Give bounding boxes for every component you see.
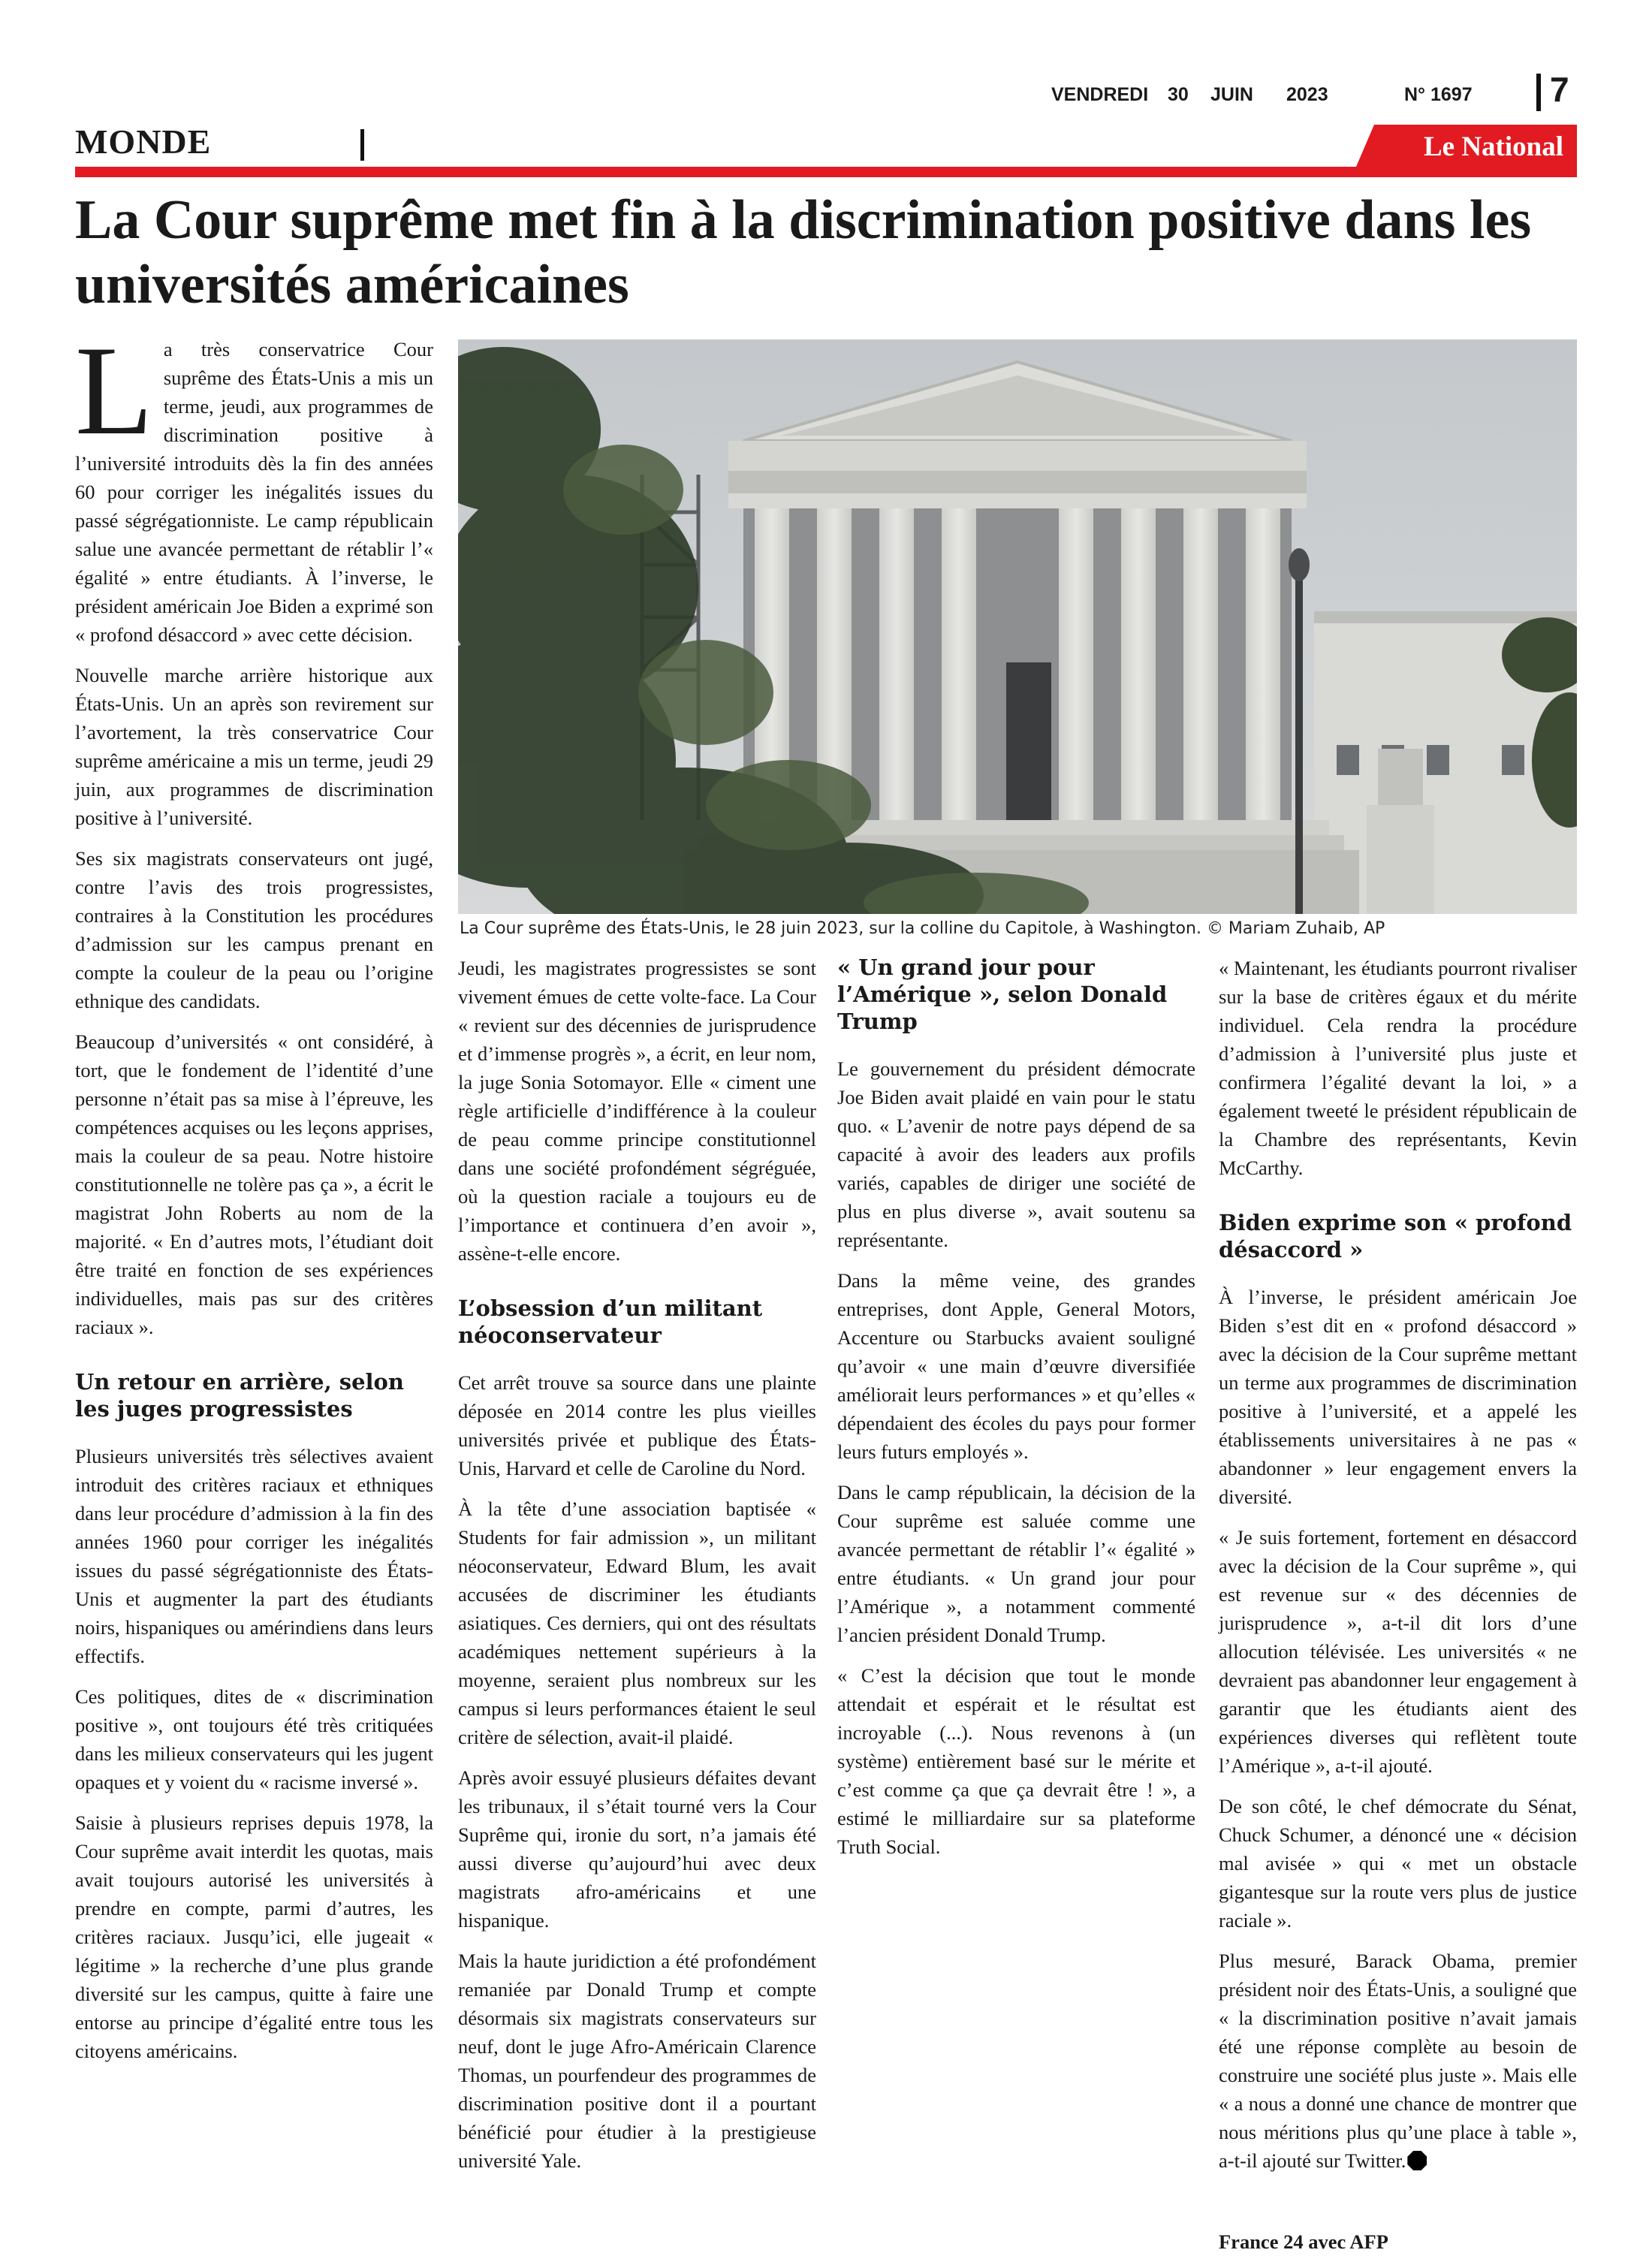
issue-day: VENDREDI xyxy=(1051,84,1149,105)
article-paragraph: Dans le camp républicain, la décision de la Cour suprême est saluée comme une avancée permettant de rétablir l’« égalité » entre étudiants. « Un grand jour pour l’Amérique », a notamment commenté l’ancien président Donald Trump. xyxy=(837,1481,1195,1646)
article-paragraph: Après avoir essuyé plusieurs défaites devant les tribunaux, il s’était tourné vers la Cour Suprême qui, ironie du sort, n’a jamais été aussi diverse qu’aujourd’hui avec deux magistrats afro-américains et une hispanique. xyxy=(458,1766,816,1932)
issue-number: N° 1697 xyxy=(1404,84,1473,105)
article-column-3 xyxy=(837,954,1195,1873)
article-paragraph: « Je suis fortement, fortement en désaccord avec la décision de la Cour suprême », qui est revenue sur « des décennies de jurisprudence », a-t-il dit lors d’une allocution télévisée. Les universités « ne devraient pas abandonner leur engagement à garantir que les étudiants aient des expériences diverses qui reflètent toute l’Amérique », a-t-il ajouté. xyxy=(1219,1526,1577,1777)
subheading: Biden exprime son « profond désaccord » xyxy=(1219,1210,1572,1262)
issue-month: JUIN xyxy=(1210,84,1253,105)
section-label: MONDE xyxy=(75,122,212,161)
subheading: Un retour en arrière, selon les juges progressistes xyxy=(75,1369,404,1422)
article-paragraph: Jeudi, les magistrates progressistes se sont vivement émues de cette volte-face. La Cour « revient sur des décennies de jurisprudence et d’immense progrès », a écrit, en leur nom, la juge Sonia Sotomayor. Elle « ciment une règle artificielle d’indifférence à la couleur de peau comme principe constitutionnel dans une société profondément ségréguée, où la question raciale a toujours eu de l’importance et continuera d’en avoir », assène-t-elle encore. xyxy=(458,957,816,1265)
article-paragraph: Dans la même veine, des grandes entreprises, dont Apple, General Motors, Accenture ou Starbucks avaient souligné qu’avoir « une main d’œuvre diversifiée améliorait leurs performances » et qu’elles « dépendaient des écoles du pays pour former leurs futurs employés ». xyxy=(837,1269,1195,1463)
article-final-paragraph xyxy=(1219,1947,1577,2175)
article-paragraph: À la tête d’une association baptisée « Students for fair admission », un militant néoconservateur, Edward Blum, les avait accusées de discriminer les étudiants asiatiques. Ces derniers, qui ont des résultats académiques nettement supérieurs à la moyenne, seraient plus nombreux sur les campus si leurs performances étaient le seul critère de sélection, avait-il plaidé. xyxy=(458,1497,816,1748)
article-column-1 xyxy=(75,320,433,2077)
article-paragraph: Ses six magistrats conservateurs ont jugé, contre l’avis des trois progressistes, contraires à la Constitution les procédures d’admission sur les campus prenant en compte la couleur de la peau ou l’origine ethnique des candidats. xyxy=(75,847,433,1012)
article-column-2 xyxy=(458,954,816,2187)
issue-year: 2023 xyxy=(1286,84,1328,105)
article-paragraph: De son côté, le chef démocrate du Sénat, Chuck Schumer, a dénoncé une « décision mal avisée » qui « met un obstacle gigantesque sur la route vers plus de justice raciale ». xyxy=(1219,1795,1577,1932)
article-paragraph: Mais la haute juridiction a été profondément remaniée par Donald Trump et compte désormais six magistrats conservateurs sur neuf, dont le juge Afro-Américain Clarence Thomas, un pourfendeur des programmes de discrimination positive dont il a pourtant bénéficié pour étudier à la prestigieuse université Yale. xyxy=(458,1950,816,2172)
issue-info xyxy=(1051,84,1502,114)
issue-date: 30 xyxy=(1168,84,1189,105)
article-paragraph: « C’est la décision que tout le monde attendait et espérait et le résultat est incroyable (...). Nous revenons à (un système) entièrement basé sur le mérite et c’est comme ça que ça devrait être ! », a estimé le milliardaire sur sa plateforme Truth Social. xyxy=(837,1664,1195,1858)
article-paragraph: Le gouvernement du président démocrate Joe Biden avait plaidé en vain pour le statu quo. « L’avenir de notre pays dépend de sa capacité à avoir des leaders aux profils variés, capables de diriger une société de plus en plus diverse », avait soutenu sa représentante. xyxy=(837,1057,1195,1251)
lead-text: a très conservatrice Cour suprême des États-Unis a mis un terme, jeudi, aux programmes de discrimination positive à l’université introduits dès la fin des années 60 pour corriger les inégalités issues du passé ségrégationniste. Le camp républicain salue une avancée permettant de rétablir l’« égalité » entre étudiants. À l’inverse, le président américain Joe Biden a exprimé son « profond désaccord » avec cette décision. xyxy=(75,338,433,646)
article-paragraph: Ces politiques, dites de « discrimination positive », ont toujours été très critiquées dans les milieux conservateurs qui les jugent opaques et y voient du « racisme inversé ». xyxy=(75,1685,433,1793)
final-paragraph-text: Plus mesuré, Barack Obama, premier président noir des États-Unis, a souligné que « la discrimination positive n’avait jamais été une réponse complète au besoin de construire une société plus juste ». Mais elle « a nous a donné une chance de montrer que nous méritions plus qu’une place à table », a-t-il ajouté sur Twitter. xyxy=(1219,1950,1577,2172)
supreme-court-photo xyxy=(458,339,1577,914)
article-column-4 xyxy=(1219,954,1577,2268)
drop-cap: L xyxy=(75,320,153,461)
article-paragraph: À l’inverse, le président américain Joe Biden s’est dit en « profond désaccord » avec la décision de la Cour suprême mettant un terme aux programmes de discrimination positive à l’université, et a appelé les établissements universitaires à ne pas « abandonner » leur engagement envers la diversité. xyxy=(1219,1286,1577,1508)
newspaper-brand: Le National xyxy=(1423,131,1563,162)
section-divider xyxy=(360,129,364,161)
photo-caption: La Cour suprême des États-Unis, le 28 juin 2023, sur la colline du Capitole, à Washington. © Mariam Zuhaib, AP xyxy=(460,919,1385,938)
subheading: L’obsession d’un militant néoconservateur xyxy=(458,1295,763,1348)
article-paragraph: Plusieurs universités très sélectives avaient introduit des critères raciaux et ethniques dans leur procédure d’admission à la fin des années 1960 pour corriger les inégalités issues du passé ségrégationniste des États-Unis et augmenter la part des étudiants noirs, hispaniques ou amérindiens dans leurs effectifs. xyxy=(75,1445,433,1667)
article-paragraph: Saisie à plusieurs reprises depuis 1978, la Cour suprême avait interdit les quotas, mais avait toujours autorisé les universités à prendre en compte, parmi d’autres, les critères raciaux. Jusqu’ici, elle jugeait « légitime » la recherche d’une plus grande diversité sur les campus, quitte à faire une entorse au principe d’égalité entre tous les citoyens américains. xyxy=(75,1811,433,2062)
header-rule xyxy=(75,167,1577,177)
article-paragraph: Beaucoup d’universités « ont considéré, à tort, que le fondement de l’identité d’une personne n’était pas sa mise à l’épreuve, les compétences acquises ou les leçons apprises, mais la couleur de sa peau. Notre histoire constitutionnelle ne tolère pas ça », a écrit le magistrat John Roberts au nom de la majorité. « En d’autres mots, l’étudiant doit être traité en fonction de ses expériences individuelles, mais pas sur des critères raciaux ». xyxy=(75,1030,433,1338)
page-number: 7 xyxy=(1550,70,1569,109)
subheading: « Un grand jour pour l’Amérique », selon Donald Trump xyxy=(837,955,1168,1034)
article-headline: La Cour suprême met fin à la discrimination positive dans les universités américaines xyxy=(75,189,1532,315)
article-paragraph: « Maintenant, les étudiants pourront rivaliser sur la base de critères égaux et du mérite individuel. Cela rendra la procédure d’admission à l’université plus juste et confirmera l’égalité devant la loi, » a également tweeté le président républicain de la Chambre des représentants, Kevin McCarthy. xyxy=(1219,957,1577,1179)
page-number-divider xyxy=(1536,74,1541,111)
article-paragraph: Cet arrêt trouve sa source dans une plainte déposée en 2014 contre les plus vieilles universités privée et publique des États-Unis, Harvard et celle de Caroline du Nord. xyxy=(458,1371,816,1479)
article-signature: France 24 avec AFP xyxy=(1219,2230,1388,2253)
article-paragraph: Nouvelle marche arrière historique aux États-Unis. Un an après son revirement sur l’avortement, la très conservatrice Cour suprême américaine a mis un terme, jeudi 29 juin, aux programmes de discrimination positive à l’université. xyxy=(75,664,433,829)
article-lead xyxy=(75,320,433,649)
end-of-article-icon xyxy=(1407,2151,1427,2170)
